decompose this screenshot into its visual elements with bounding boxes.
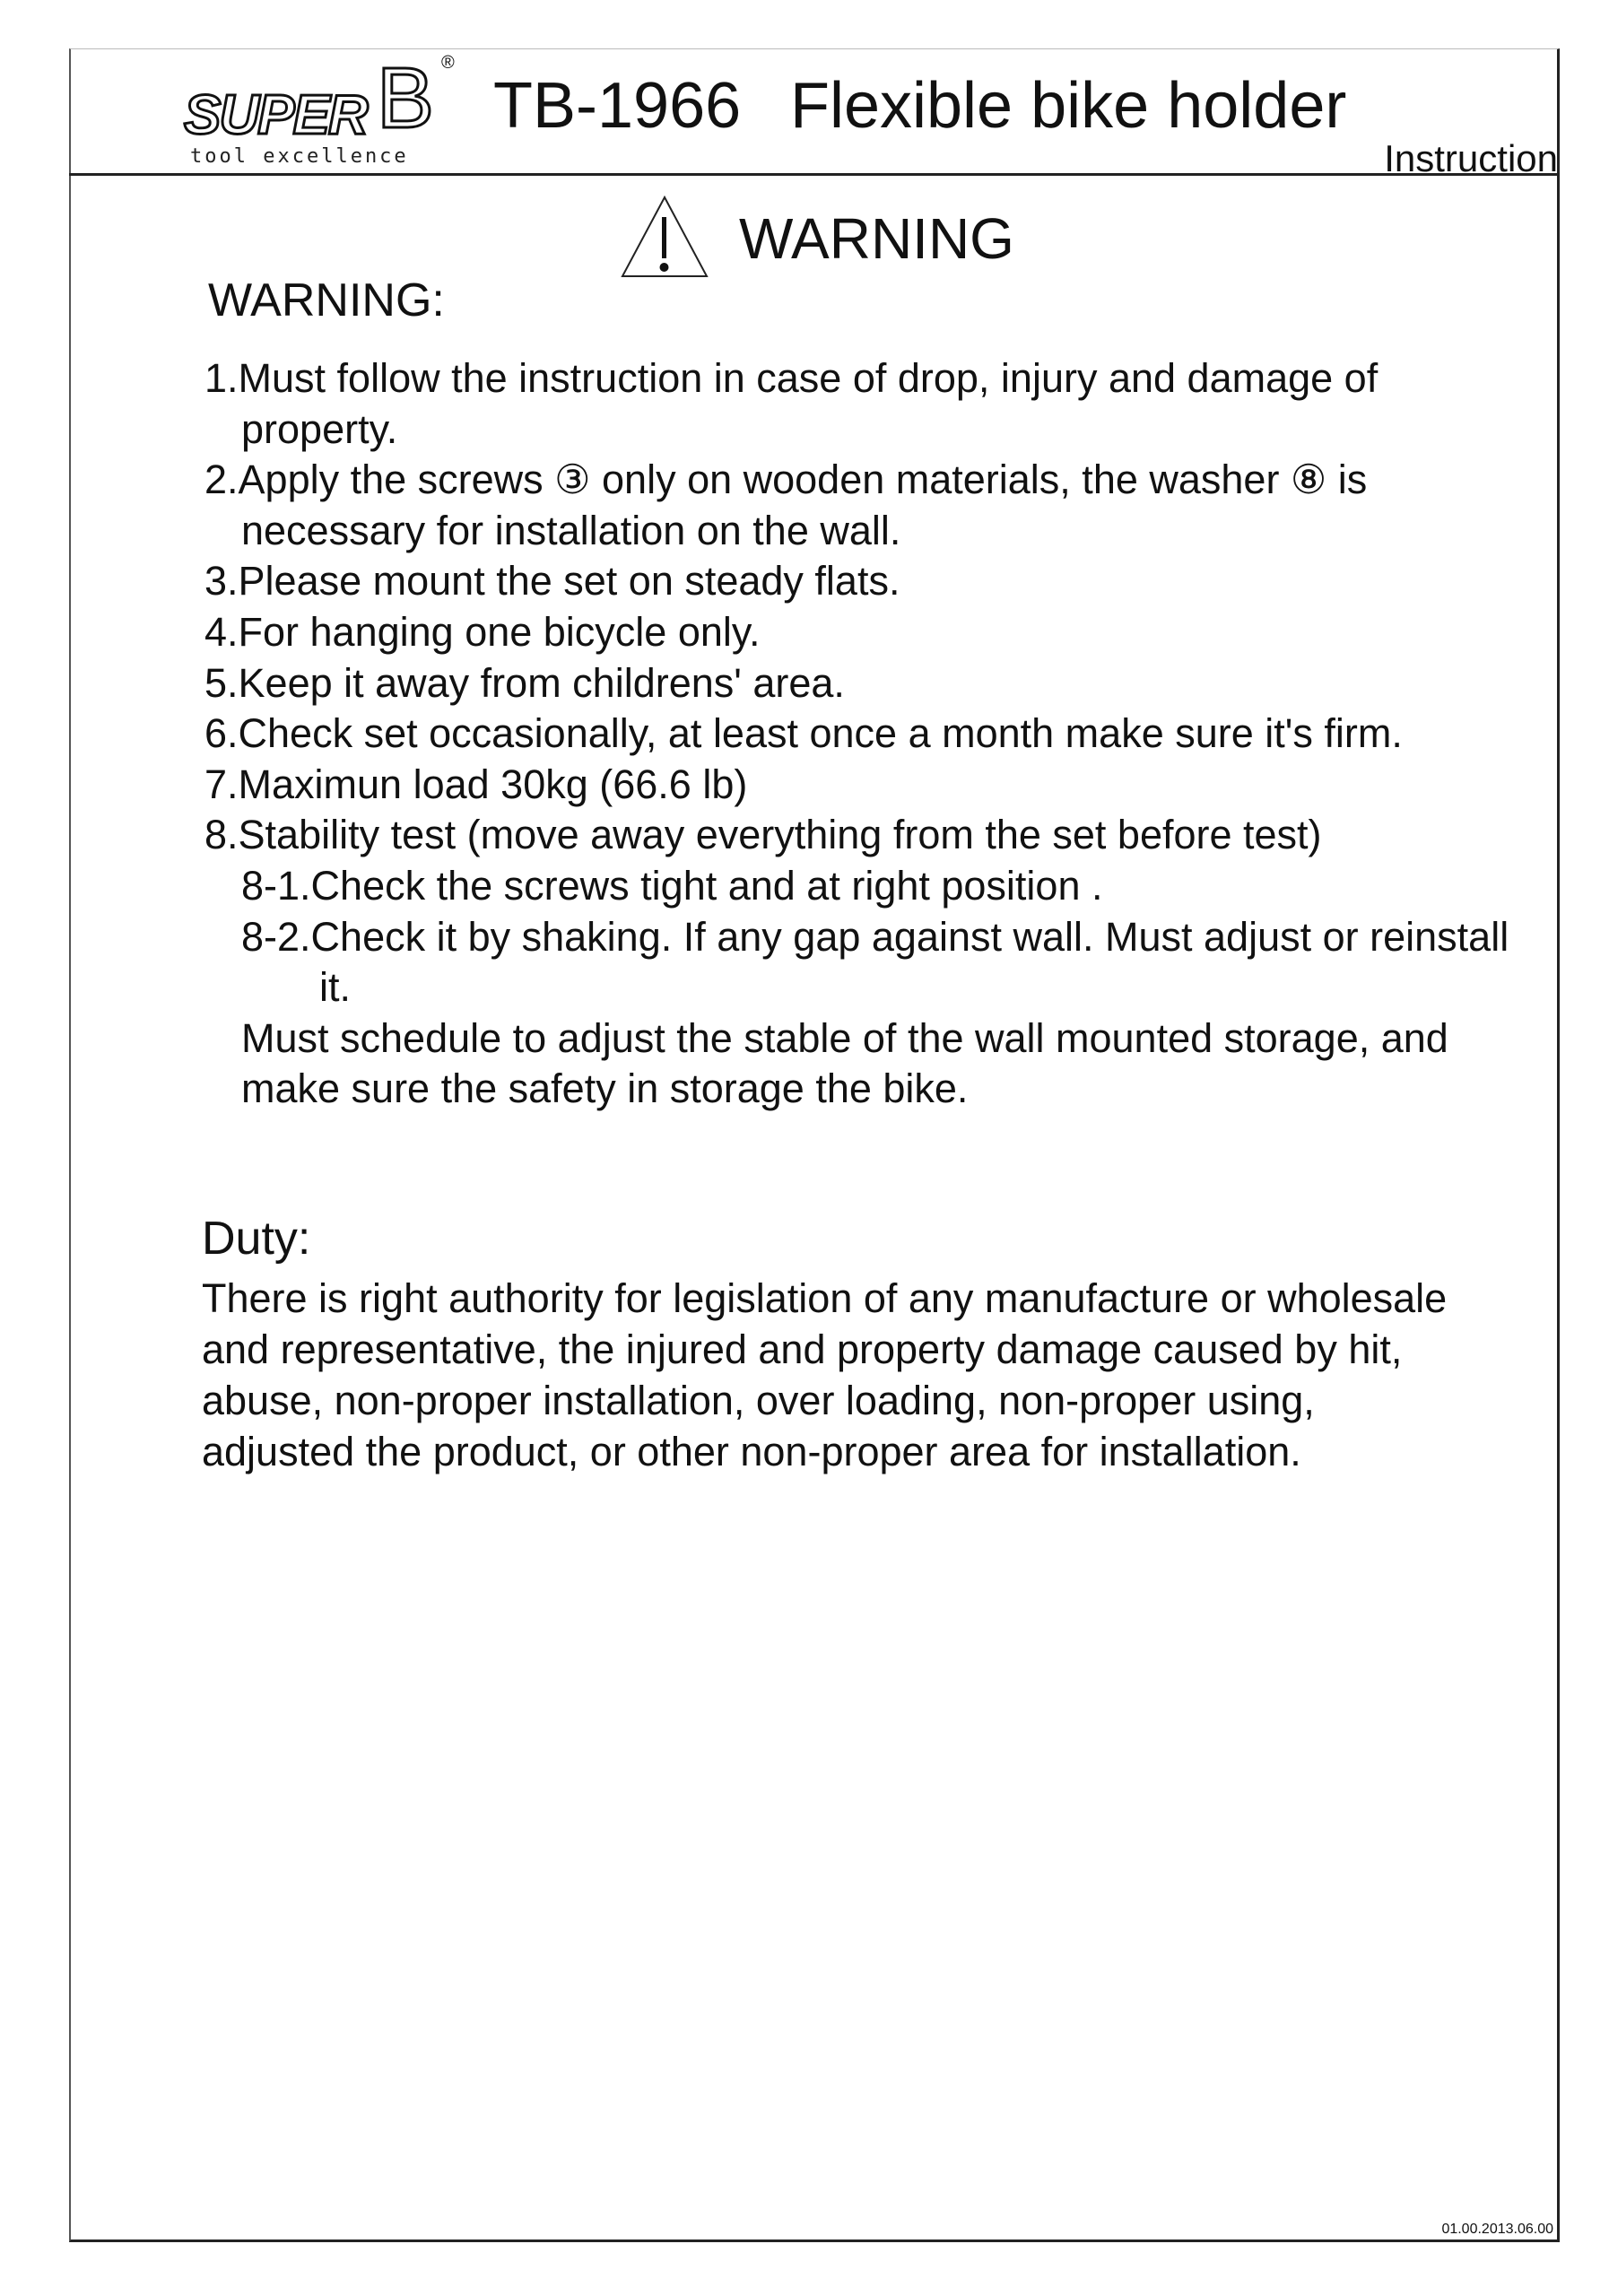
warning-line: make sure the safety in storage the bike. [241,1065,969,1112]
duty-heading: Duty: [202,1213,311,1265]
model-number: TB-1966 [493,70,742,142]
warning-line: 6.Check set occasionally, at least once a month make sure it's firm. [204,710,1403,757]
duty-line: abuse, non-proper installation, over loading, non-proper using, [202,1378,1315,1423]
warning-line: 4.For hanging one bicycle only. [204,609,761,655]
warning-line: Must schedule to adjust the stable of the wall mounted storage, and [241,1014,1448,1061]
registered-mark: ® [441,53,455,73]
warning-banner-title: WARNING [739,206,1014,271]
logo-letter: B [377,50,435,146]
duty-line: and representative, the injured and property damage caused by hit, [202,1326,1403,1372]
logo-wordmark: SUPER [184,84,367,146]
warning-line: property. [241,405,398,452]
warning-line: 5.Keep it away from childrens' area. [204,659,845,706]
footer-code: 01.00.2013.06.00 [1441,2222,1553,2237]
warning-line: 2.Apply the screws ③ only on wooden materials, the washer ⑧ is [204,457,1368,503]
document-type: Instruction [1384,137,1558,179]
header-divider [69,173,1560,176]
duty-line: There is right authority for legislation of any manufacture or wholesale [202,1275,1448,1321]
warning-line: 1.Must follow the instruction in case of drop, injury and damage of [204,355,1379,401]
warning-triangle-icon [621,196,709,278]
warning-line: necessary for installation on the wall. [241,507,901,553]
warning-line: it. [319,964,352,1011]
warning-line: 3.Please mount the set on steady flats. [204,558,900,604]
warning-heading: WARNING: [208,274,445,326]
warning-line: 8-1.Check the screws tight and at right position . [241,863,1103,909]
warning-line: 8.Stability test (move away everything from the set before test) [204,812,1322,858]
product-title: Flexible bike holder [790,70,1347,142]
warning-line: 7.Maximun load 30kg (66.6 lb) [204,761,748,807]
logo-tagline: tool excellence [190,145,409,168]
duty-line: adjusted the product, or other non-proper area for installation. [202,1429,1301,1474]
warning-line: 8-2.Check it by shaking. If any gap against wall. Must adjust or reinstall [241,913,1509,960]
